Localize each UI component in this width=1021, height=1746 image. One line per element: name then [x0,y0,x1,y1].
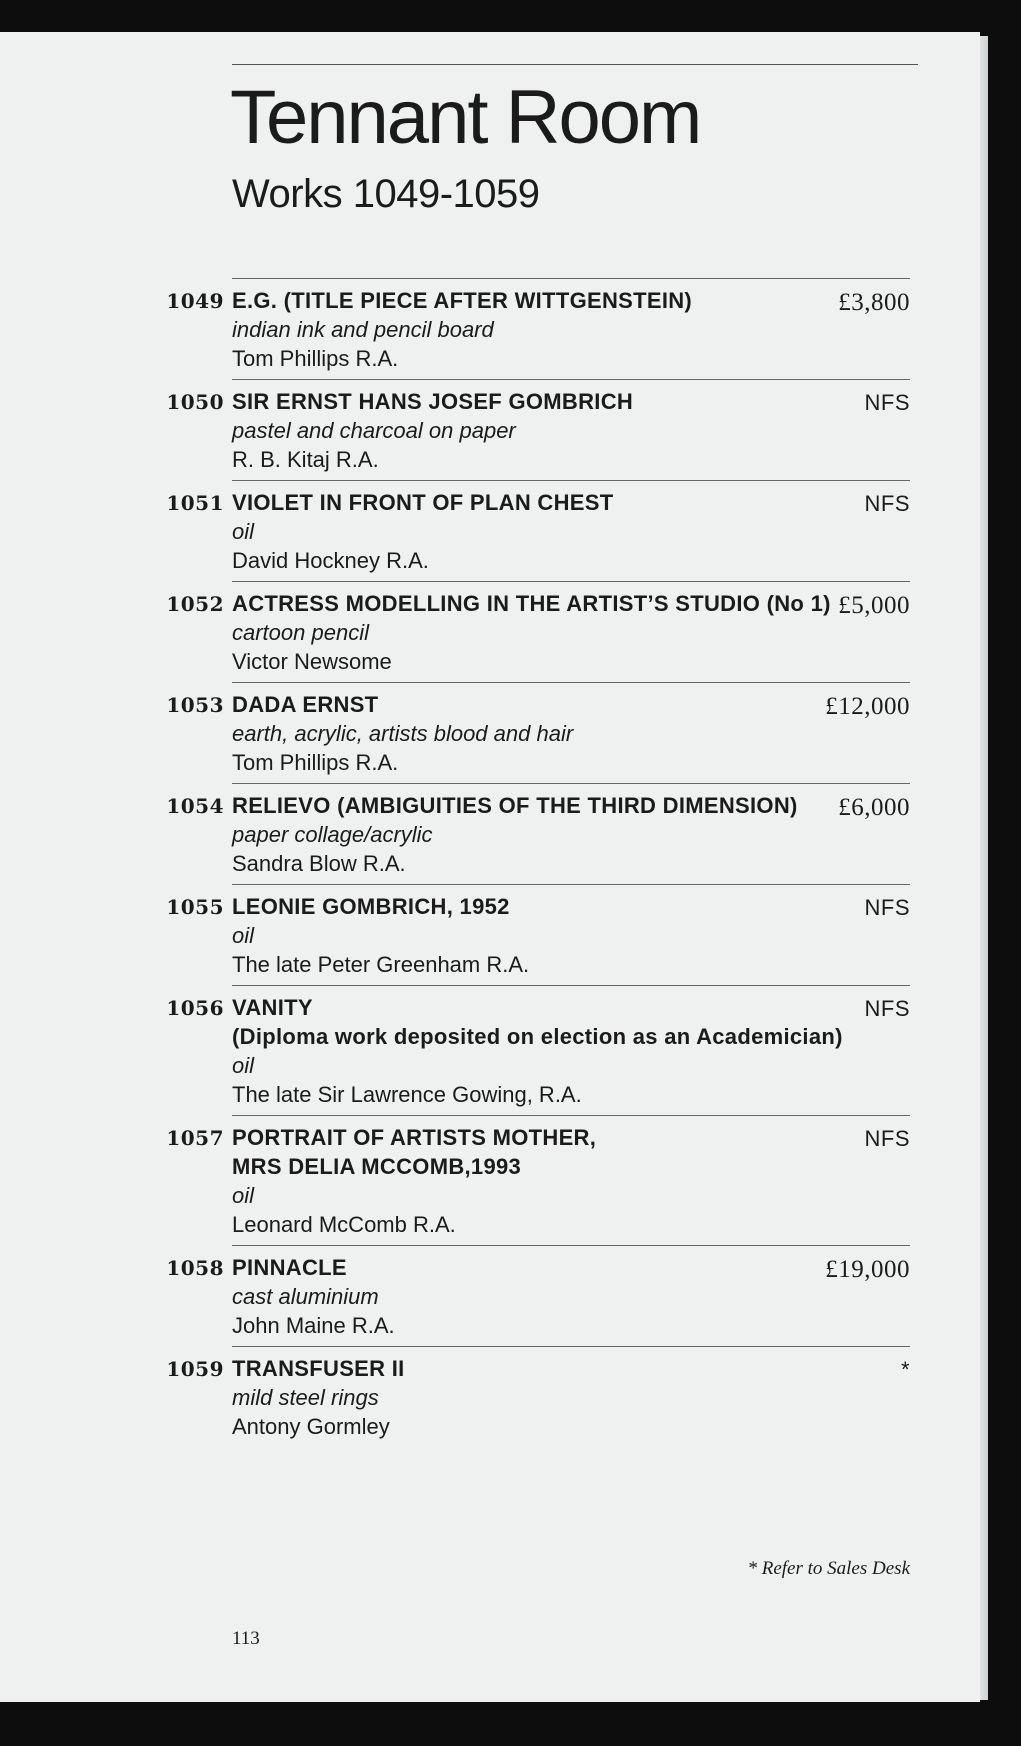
work-price: £6,000 [838,794,910,821]
work-medium: earth, acrylic, artists blood and hair [232,721,574,746]
work-title: VANITY [232,995,313,1020]
work-entry [166,985,910,1115]
work-medium: pastel and charcoal on paper [232,418,516,443]
work-entry [166,682,910,783]
catalogue-page [0,32,980,1702]
work-artist: Tom Phillips R.A. [232,750,399,775]
work-medium: cartoon pencil [232,620,369,645]
work-artist: Tom Phillips R.A. [232,346,399,371]
work-title: TRANSFUSER II [232,1356,405,1381]
work-title-line2: MRS DELIA MCCOMB,1993 [232,1154,522,1179]
page-title: Tennant Room [230,75,701,160]
work-number: 1050 [166,390,224,414]
work-entry [166,379,910,480]
work-entry [166,1346,910,1447]
page-subtitle: Works 1049-1059 [232,172,540,216]
work-artist: The late Peter Greenham R.A. [232,952,530,977]
work-price: £5,000 [838,592,910,619]
work-title: RELIEVO (AMBIGUITIES OF THE THIRD DIMENSION) [232,793,798,818]
work-artist: R. B. Kitaj R.A. [232,447,379,472]
work-artist: Leonard McComb R.A. [232,1212,456,1237]
work-artist: David Hockney R.A. [232,548,429,573]
work-title: VIOLET IN FRONT OF PLAN CHEST [232,490,614,515]
work-price: £12,000 [825,693,910,720]
work-price: NFS [864,1126,910,1151]
work-medium: oil [232,519,255,544]
work-price: £19,000 [825,1256,910,1283]
work-title: LEONIE GOMBRICH, 1952 [232,894,510,919]
works-list [0,278,980,1447]
work-number: 1056 [166,996,224,1020]
page-number: 113 [232,1628,260,1649]
work-medium: oil [232,1183,255,1208]
work-title: E.G. (TITLE PIECE AFTER WITTGENSTEIN) [232,288,693,313]
work-title: PINNACLE [232,1255,347,1280]
work-number: 1053 [166,693,224,717]
work-price: NFS [864,491,910,516]
work-number: 1052 [166,592,224,616]
work-number: 1055 [166,895,224,919]
work-title: DADA ERNST [232,692,379,717]
work-number: 1054 [166,794,224,818]
work-medium: mild steel rings [232,1385,379,1410]
top-rule [232,64,918,65]
work-price: NFS [864,996,910,1021]
work-title: PORTRAIT OF ARTISTS MOTHER, [232,1125,597,1150]
work-entry [166,278,910,379]
work-entry [166,1245,910,1346]
work-price: £3,800 [838,289,910,316]
work-title-line2: (Diploma work deposited on election as an Academician) [232,1024,843,1049]
work-entry [166,480,910,581]
work-title: SIR ERNST HANS JOSEF GOMBRICH [232,389,634,414]
work-entry [166,884,910,985]
work-number: 1057 [166,1126,224,1150]
work-medium: oil [232,923,255,948]
work-entry [166,783,910,884]
work-entry [166,581,910,682]
work-price-asterisk: * [900,1357,910,1382]
work-title: ACTRESS MODELLING IN THE ARTIST’S STUDIO (No 1) [232,591,831,616]
work-price: NFS [864,390,910,415]
work-medium: paper collage/acrylic [232,822,433,847]
work-number: 1049 [166,289,224,313]
sales-desk-footnote: * Refer to Sales Desk [747,1558,910,1579]
work-artist: The late Sir Lawrence Gowing, R.A. [232,1082,582,1107]
work-number: 1058 [166,1256,224,1280]
work-artist: Antony Gormley [232,1414,390,1439]
work-artist: Victor Newsome [232,649,392,674]
work-medium: oil [232,1053,255,1078]
work-price: NFS [864,895,910,920]
work-number: 1051 [166,491,224,515]
work-medium: cast aluminium [232,1284,379,1309]
work-medium: indian ink and pencil board [232,317,494,342]
work-entry [166,1115,910,1245]
work-number: 1059 [166,1357,224,1381]
work-artist: Sandra Blow R.A. [232,851,406,876]
work-artist: John Maine R.A. [232,1313,395,1338]
